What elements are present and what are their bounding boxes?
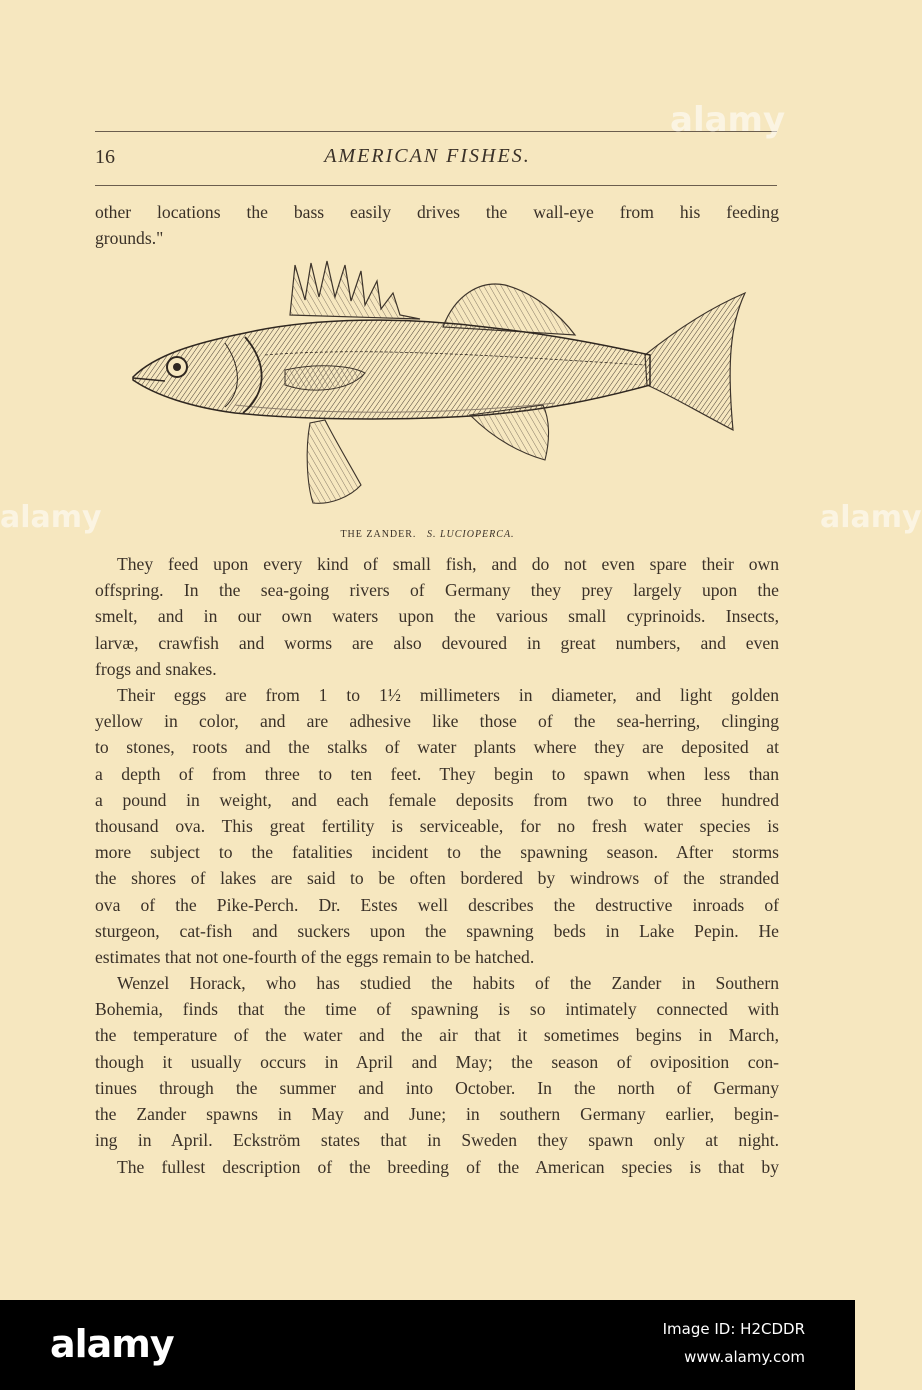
alamy-logo[interactable]: alamy	[50, 1322, 174, 1366]
image-id: Image ID: H2CDDR	[662, 1320, 805, 1338]
paragraph-2	[95, 682, 779, 970]
header-rule-bottom	[95, 185, 777, 186]
text-line: smelt, and in our own waters upon the various small cyprinoids. Insects,	[95, 606, 779, 627]
text-line: thousand ova. This great fertility is serviceable, for no fresh water species is	[95, 816, 779, 837]
footer-url[interactable]: www.alamy.com	[684, 1348, 805, 1366]
text-line: the shores of lakes are said to be often bordered by windrows of the stranded	[95, 868, 779, 889]
text-line: Their eggs are from 1 to 1½ millimeters in diameter, and light golden	[117, 685, 779, 705]
text-line: the Zander spawns in May and June; in southern Germany earlier, begin-	[95, 1104, 779, 1125]
text-line: yellow in color, and are adhesive like those of the sea-herring, clinging	[95, 711, 779, 732]
paragraph-3	[95, 970, 779, 1153]
text-line: the temperature of the water and the air that it sometimes begins in March,	[95, 1025, 779, 1046]
paragraph-1	[95, 551, 779, 682]
text-line: sturgeon, cat-fish and suckers upon the spawning beds in Lake Pepin. He	[95, 920, 779, 941]
watermark-left: alamy	[0, 500, 102, 535]
text-line: tinues through the summer and into October. In the north of Germany	[95, 1077, 779, 1098]
text-line: estimates that not one-fourth of the eggs remain to be hatched.	[95, 947, 535, 968]
watermark-right: alamy	[820, 500, 922, 535]
text-line: to stones, roots and the stalks of water plants where they are deposited at	[95, 737, 779, 758]
text-line: The fullest description of the breeding of the American species is that by	[117, 1157, 779, 1177]
text-line: grounds."	[95, 228, 164, 249]
fish-illustration-icon	[125, 255, 750, 515]
caption-title: THE ZANDER.	[340, 529, 417, 540]
text-line: a depth of from three to ten feet. They begin to spawn when less than	[95, 763, 779, 784]
caption-species: S. LUCIOPERCA.	[426, 529, 515, 540]
text-line: offspring. In the sea-going rivers of Germany they prey largely upon the	[95, 580, 779, 601]
text-line: They feed upon every kind of small fish, and do not even spare their own	[117, 554, 779, 574]
text-line: other locations the bass easily drives the wall-eye from his feeding	[95, 202, 779, 222]
opening-text	[95, 199, 779, 251]
text-line: Bohemia, finds that the time of spawning is so intimately connected with	[95, 999, 779, 1020]
footer-bar	[0, 1300, 855, 1390]
text-line: more subject to the fatalities incident to the spawning season. After storms	[95, 842, 779, 863]
running-title: AMERICAN FISHES.	[324, 145, 531, 167]
text-line: ova of the Pike-Perch. Dr. Estes well describes the destructive inroads of	[95, 894, 779, 915]
figure-caption	[0, 529, 855, 540]
text-line: though it usually occurs in April and May; the season of oviposition con-	[95, 1051, 779, 1072]
text-line: a pound in weight, and each female deposits from two to three hundred	[95, 789, 779, 810]
text-line: ing in April. Eckström states that in Sweden they spawn only at night.	[95, 1130, 779, 1151]
text-line: Wenzel Horack, who has studied the habits of the Zander in Southern	[117, 973, 779, 993]
page-number: 16	[95, 146, 115, 168]
paragraph-4	[95, 1154, 779, 1180]
text-line: frogs and snakes.	[95, 658, 217, 679]
text-line: larvæ, crawfish and worms are also devoured in great numbers, and even	[95, 632, 779, 653]
watermark-top: alamy	[670, 100, 786, 140]
